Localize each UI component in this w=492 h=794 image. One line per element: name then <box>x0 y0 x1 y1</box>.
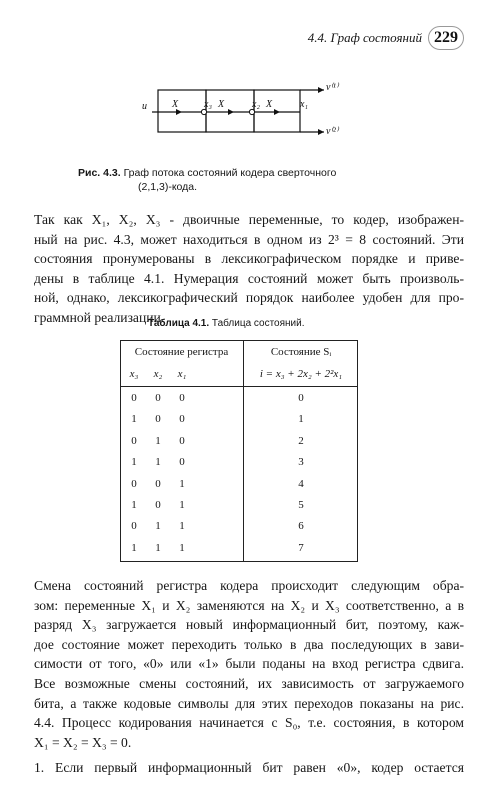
paragraph-2 <box>34 576 464 752</box>
arrow-icon <box>274 109 280 115</box>
table-sub-x2: x₂ <box>153 368 163 380</box>
label-x3: x₃ <box>204 99 212 110</box>
label-x-c: X <box>266 99 273 110</box>
table-cell: 0 <box>131 434 137 447</box>
table-cell: 1 <box>298 413 304 426</box>
table-caption <box>148 318 305 329</box>
arrow-icon <box>318 87 324 93</box>
table-cell: 1 <box>179 477 185 490</box>
table-sub-formula: i = x₃ + 2x₂ + 2²x₁ <box>259 368 343 380</box>
text-line: 4.4. Процесс кодирования начинается с S₀, т.е. состояния, в котором <box>34 715 464 731</box>
table-cell: 0 <box>155 477 161 490</box>
table-cell: 1 <box>155 541 161 554</box>
label-u: u <box>142 101 147 112</box>
paragraph-1 <box>34 210 464 328</box>
table-header-left: Состояние регистра <box>134 346 229 358</box>
table-cell: 0 <box>179 456 185 469</box>
table-cell: 2 <box>298 434 304 447</box>
label-x2: x₂ <box>252 99 260 110</box>
figure-caption-text: Граф потока состояний кодера сверточного <box>123 167 337 179</box>
table-cell: 1 <box>179 520 185 533</box>
table-cell: 0 <box>298 392 304 404</box>
table-sub-x1: x₁ <box>177 368 187 380</box>
text-line: Смена состояний регистра кодера происходит следующим обра- <box>34 578 464 593</box>
table-header-divider <box>120 386 358 387</box>
table-sub-x3: x₃ <box>129 368 139 380</box>
table-header-right: Состояние Sᵢ <box>270 346 332 358</box>
table-caption-label: Таблица 4.1. <box>148 318 210 329</box>
page-number: 229 <box>428 26 464 50</box>
table-cell: 1 <box>131 413 137 426</box>
running-header <box>308 26 464 50</box>
node-x2 <box>249 109 254 114</box>
table-cell: 0 <box>179 413 185 426</box>
text-line: зом: переменные X₁ и X₂ заменяются на X₂ и X₃ соответственно, а в <box>34 597 464 613</box>
text-line: Все возможные смены состояний, их зависимость от загружаемого <box>34 675 464 691</box>
label-x-b: X <box>218 99 225 110</box>
section-title: 4.4. Граф состояний <box>307 30 422 45</box>
text-line: симости от того, «0» или «1» были поданы на вход регистра сдвига. <box>34 656 464 672</box>
register-cell-1 <box>158 90 206 132</box>
text-line: X₁ = X₂ = X₃ = 0. <box>34 734 132 750</box>
figure-caption-cont: (2,1,3)-кода. <box>138 181 198 193</box>
node-x3 <box>201 109 206 114</box>
paragraph-3 <box>34 758 464 778</box>
table-cell: 1 <box>155 434 161 447</box>
label-v1: v⁽¹⁾ <box>326 82 339 93</box>
table-cell: 5 <box>298 499 304 511</box>
table-cell: 1 <box>131 456 137 469</box>
text-line: ный на рис. 4.3, может находиться в одном из 2³ = 8 состояний. Эти <box>34 231 464 247</box>
table-cell: 6 <box>298 520 304 533</box>
text-line: дены в таблице 4.1. Нумерация состояний может быть произволь- <box>34 270 464 286</box>
table-cell: 0 <box>155 499 161 511</box>
text-line: ной, однако, лексикографический порядок наиболее удобен для про- <box>34 290 464 306</box>
table-cell: 3 <box>298 456 304 469</box>
table-cell: 1 <box>179 499 185 511</box>
table-cell: 0 <box>155 392 161 404</box>
label-v2: v⁽²⁾ <box>326 126 339 137</box>
table-caption-text: Таблица состояний. <box>211 318 305 329</box>
text-line: бита, а также кодовые символы для этих переходов показаны на рис. <box>34 695 464 711</box>
table-cell: 7 <box>298 541 304 554</box>
text-line: дое состояние может переходить только в два последующих в зави- <box>34 636 464 652</box>
label-x-a: X <box>172 99 179 110</box>
table-cell: 4 <box>298 477 304 490</box>
text-line: Так как X₁, X₂, X₃ - двоичные переменные, то кодер, изображен- <box>34 212 464 227</box>
table-cell: 0 <box>179 434 185 447</box>
table-cell: 0 <box>131 392 137 404</box>
table-cell: 0 <box>155 413 161 426</box>
text-line: разряд X₃ загружается новый информационный бит, поэтому, каж- <box>34 617 465 633</box>
arrow-icon <box>228 109 234 115</box>
table-cell: 0 <box>131 520 137 533</box>
state-flow-diagram <box>112 72 362 152</box>
table-cell: 1 <box>179 541 185 554</box>
table-cell: 1 <box>131 499 137 511</box>
table-cell: 1 <box>131 541 137 554</box>
table-cell: 0 <box>131 477 137 490</box>
text-line: 1. Если первый информационный бит равен «0», кодер остается <box>34 760 464 775</box>
table-cell: 1 <box>155 456 161 469</box>
arrow-icon <box>318 129 324 135</box>
figure-caption <box>78 166 438 194</box>
text-line: граммной реализации. <box>34 309 165 325</box>
table-cell: 1 <box>155 520 161 533</box>
label-x1: x₁ <box>300 99 308 110</box>
figure-caption-label: Рис. 4.3. <box>78 167 121 179</box>
text-line: состояния пронумерованы в лексикографическом порядке и приве- <box>34 251 464 267</box>
table-cell: 0 <box>179 392 185 404</box>
